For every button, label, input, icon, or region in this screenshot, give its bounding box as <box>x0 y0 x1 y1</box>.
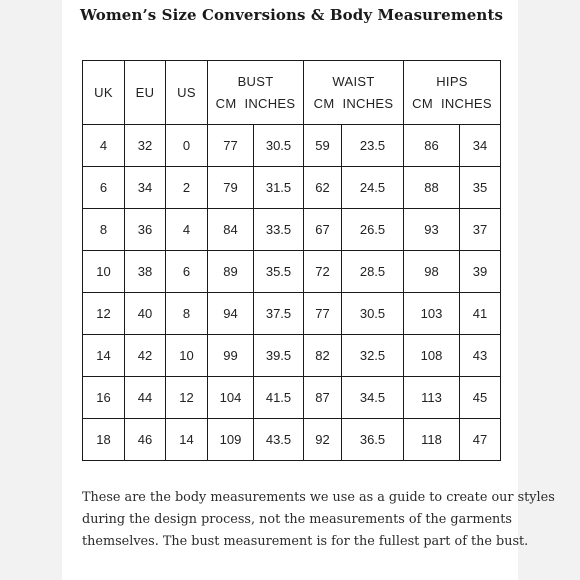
cell-hips-inches: 34 <box>460 125 501 167</box>
cell-waist-cm: 67 <box>304 209 342 251</box>
cell-bust-inches: 43.5 <box>254 419 304 461</box>
header-eu: EU <box>125 61 166 125</box>
cell-hips-cm: 86 <box>404 125 460 167</box>
header-hips-inches: INCHES <box>440 95 492 111</box>
cell-waist-inches: 24.5 <box>342 167 404 209</box>
cell-uk: 10 <box>83 251 125 293</box>
cell-waist-cm: 62 <box>304 167 342 209</box>
header-waist-units <box>304 93 403 115</box>
cell-waist-inches: 32.5 <box>342 335 404 377</box>
cell-bust-inches: 31.5 <box>254 167 304 209</box>
cell-eu: 38 <box>125 251 166 293</box>
cell-bust-inches: 37.5 <box>254 293 304 335</box>
cell-bust-cm: 104 <box>208 377 254 419</box>
cell-eu: 46 <box>125 419 166 461</box>
description-line: during the design process, not the measurements of the garments <box>82 512 512 527</box>
table-row <box>83 293 501 335</box>
header-hips-cm: CM <box>412 95 433 111</box>
cell-waist-cm: 92 <box>304 419 342 461</box>
cell-eu: 32 <box>125 125 166 167</box>
cell-bust-cm: 77 <box>208 125 254 167</box>
cell-hips-inches: 41 <box>460 293 501 335</box>
cell-uk: 18 <box>83 419 125 461</box>
header-us: US <box>166 61 208 125</box>
header-uk: UK <box>83 61 125 125</box>
table-row <box>83 419 501 461</box>
cell-waist-inches: 34.5 <box>342 377 404 419</box>
header-hips-label: HIPS <box>436 73 468 89</box>
header-hips <box>404 61 501 125</box>
header-waist-cm: CM <box>313 95 335 111</box>
cell-bust-inches: 41.5 <box>254 377 304 419</box>
header-bust <box>208 61 304 125</box>
table-row <box>83 251 501 293</box>
cell-us: 10 <box>166 335 208 377</box>
cell-us: 8 <box>166 293 208 335</box>
cell-hips-cm: 103 <box>404 293 460 335</box>
cell-us: 6 <box>166 251 208 293</box>
cell-waist-inches: 23.5 <box>342 125 404 167</box>
cell-eu: 40 <box>125 293 166 335</box>
table-row <box>83 167 501 209</box>
cell-bust-cm: 84 <box>208 209 254 251</box>
header-bust-units <box>208 93 303 115</box>
cell-eu: 44 <box>125 377 166 419</box>
description-line: These are the body measurements we use as a guide to create our styles <box>82 490 555 505</box>
cell-waist-inches: 30.5 <box>342 293 404 335</box>
cell-uk: 16 <box>83 377 125 419</box>
cell-hips-inches: 35 <box>460 167 501 209</box>
cell-hips-cm: 113 <box>404 377 460 419</box>
cell-hips-inches: 39 <box>460 251 501 293</box>
cell-bust-cm: 79 <box>208 167 254 209</box>
cell-bust-inches: 39.5 <box>254 335 304 377</box>
table-body <box>83 125 501 461</box>
cell-bust-cm: 89 <box>208 251 254 293</box>
cell-hips-cm: 108 <box>404 335 460 377</box>
table-header-row <box>83 61 501 125</box>
cell-uk: 14 <box>83 335 125 377</box>
header-waist <box>304 61 404 125</box>
cell-waist-inches: 28.5 <box>342 251 404 293</box>
cell-eu: 34 <box>125 167 166 209</box>
page-title: Women’s Size Conversions & Body Measurements <box>80 6 504 24</box>
cell-bust-inches: 35.5 <box>254 251 304 293</box>
description-line: themselves. The bust measurement is for the fullest part of the bust. <box>82 534 529 549</box>
table-row <box>83 209 501 251</box>
cell-us: 0 <box>166 125 208 167</box>
cell-uk: 4 <box>83 125 125 167</box>
cell-us: 12 <box>166 377 208 419</box>
cell-bust-cm: 109 <box>208 419 254 461</box>
cell-bust-cm: 99 <box>208 335 254 377</box>
cell-waist-inches: 36.5 <box>342 419 404 461</box>
cell-us: 2 <box>166 167 208 209</box>
cell-hips-cm: 88 <box>404 167 460 209</box>
cell-uk: 8 <box>83 209 125 251</box>
cell-us: 4 <box>166 209 208 251</box>
header-bust-cm: CM <box>215 95 237 111</box>
cell-hips-cm: 93 <box>404 209 460 251</box>
cell-hips-inches: 43 <box>460 335 501 377</box>
table-row <box>83 335 501 377</box>
cell-uk: 6 <box>83 167 125 209</box>
cell-waist-cm: 77 <box>304 293 342 335</box>
header-waist-inches: INCHES <box>342 95 394 111</box>
table-row <box>83 125 501 167</box>
cell-waist-cm: 72 <box>304 251 342 293</box>
header-bust-inches: INCHES <box>244 95 296 111</box>
cell-waist-inches: 26.5 <box>342 209 404 251</box>
header-waist-label: WAIST <box>332 73 375 89</box>
table-row <box>83 377 501 419</box>
cell-bust-cm: 94 <box>208 293 254 335</box>
header-bust-label: BUST <box>237 73 274 89</box>
cell-waist-cm: 87 <box>304 377 342 419</box>
description-text <box>82 487 555 553</box>
cell-bust-inches: 33.5 <box>254 209 304 251</box>
cell-waist-cm: 59 <box>304 125 342 167</box>
cell-uk: 12 <box>83 293 125 335</box>
cell-hips-cm: 98 <box>404 251 460 293</box>
cell-us: 14 <box>166 419 208 461</box>
cell-hips-inches: 37 <box>460 209 501 251</box>
header-hips-units <box>404 93 500 115</box>
cell-eu: 42 <box>125 335 166 377</box>
cell-bust-inches: 30.5 <box>254 125 304 167</box>
cell-waist-cm: 82 <box>304 335 342 377</box>
cell-hips-inches: 45 <box>460 377 501 419</box>
cell-hips-inches: 47 <box>460 419 501 461</box>
cell-eu: 36 <box>125 209 166 251</box>
cell-hips-cm: 118 <box>404 419 460 461</box>
size-conversion-table <box>82 60 501 461</box>
